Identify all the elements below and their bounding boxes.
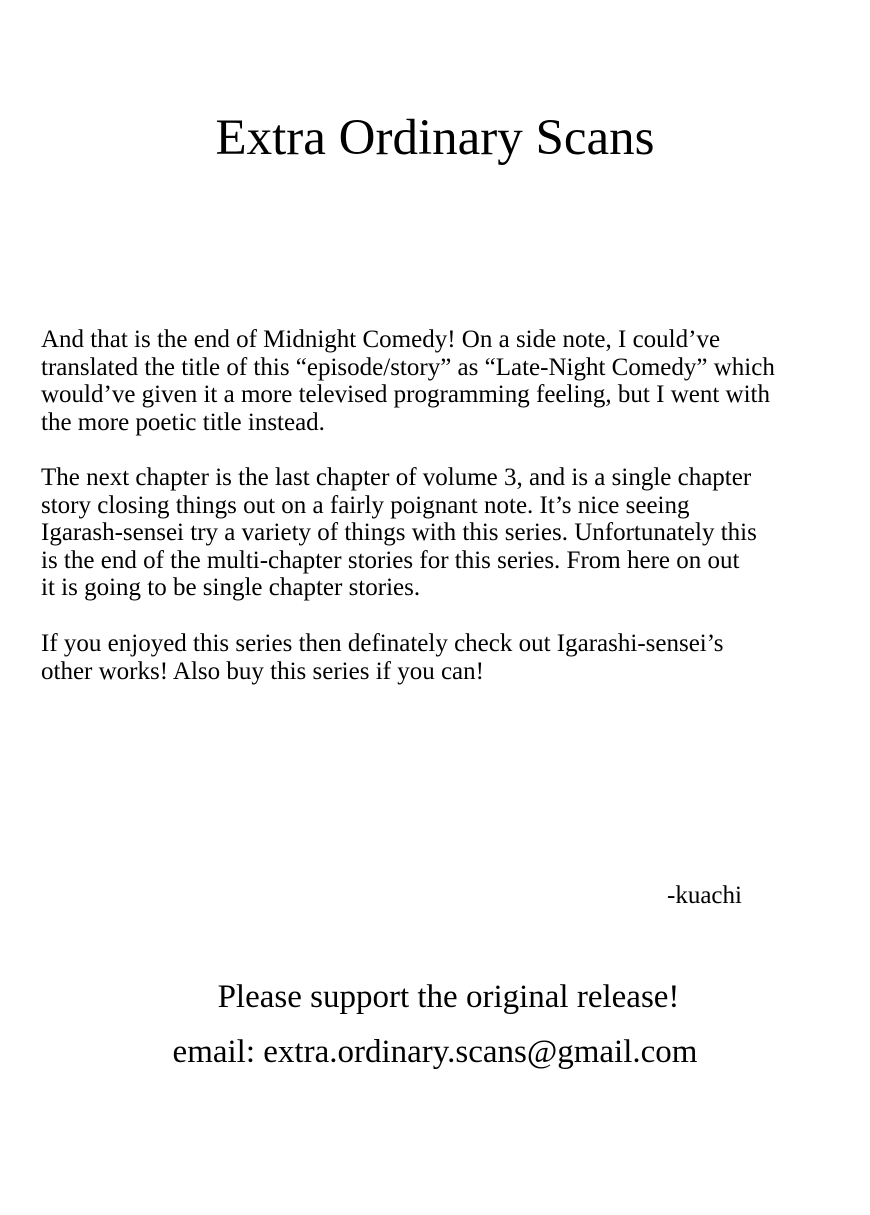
page-title: Extra Ordinary Scans [215,110,655,166]
paragraph-chapter-end: And that is the end of Midnight Comedy! On a side note, I could’ve translated the title of this “episode/story” as “Late-Night Comedy” which would’ve given it a more televised programming feeling, but I went with the more poetic title instead. [41,326,775,436]
signature: -kuachi [667,882,742,909]
support-message: Please support the original release! [217,979,680,1015]
contact-email: email: extra.ordinary.scans@gmail.com [172,1034,698,1070]
paragraph-recommendation: If you enjoyed this series then definately check out Igarashi-sensei’s other works! Also buy this series if you can! [41,630,724,685]
paragraph-next-chapter: The next chapter is the last chapter of volume 3, and is a single chapter story closing things out on a fairly poignant note. It’s nice seeing Igarash-sensei try a variety of things with this series. Unfortunately this is the end of the multi-chapter stories for this series. From here on out it is going to be single chapter stories. [41,464,757,601]
